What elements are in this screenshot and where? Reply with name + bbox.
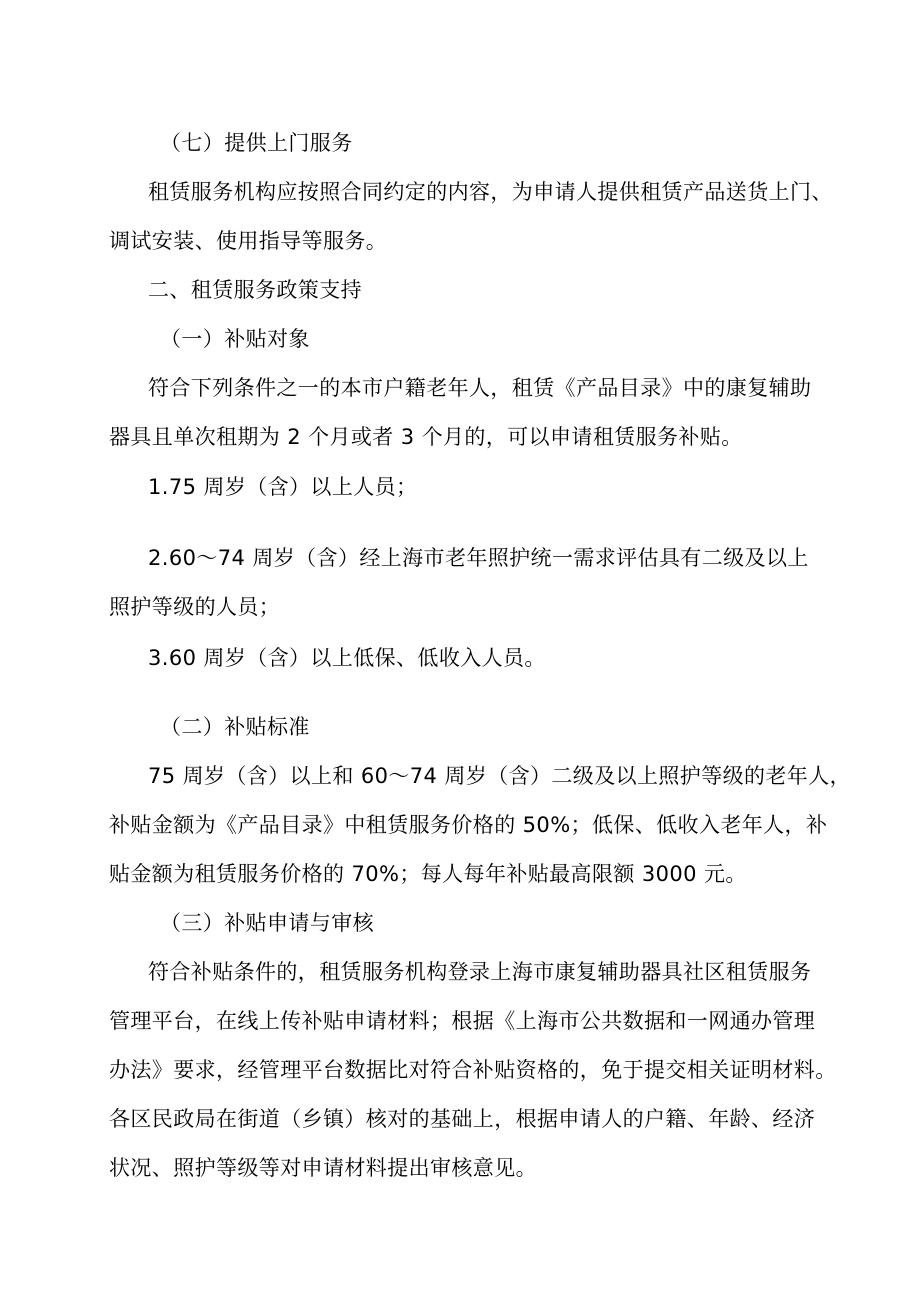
paragraph-line: 补贴金额为《产品目录》中租赁服务价格的 50%；低保、低收入老年人，补 — [109, 813, 828, 837]
section-heading-application-review: （三）补贴申请与审核 — [160, 911, 374, 935]
paragraph-line: 管理平台，在线上传补贴申请材料；根据《上海市公共数据和一网通办管理 — [109, 1009, 816, 1033]
paragraph-line: 各区民政局在街道（乡镇）核对的基础上，根据申请人的户籍、年龄、经济 — [109, 1107, 816, 1131]
list-item: 1.75 周岁（含）以上人员； — [148, 475, 418, 499]
paragraph-line: 状况、照护等级等对申请材料提出审核意见。 — [109, 1156, 537, 1180]
paragraph-line: 符合补贴条件的，租赁服务机构登录上海市康复辅助器具社区租赁服务 — [148, 960, 812, 984]
paragraph-line: 符合下列条件之一的本市户籍老年人，租赁《产品目录》中的康复辅助 — [148, 376, 812, 400]
paragraph-line: 办法》要求，经管理平台数据比对符合补贴资格的，免于提交相关证明材料。 — [109, 1058, 837, 1082]
section-heading-policy-support: 二、租赁服务政策支持 — [148, 278, 362, 302]
paragraph-line: 75 周岁（含）以上和 60～74 周岁（含）二级及以上照护等级的老年人， — [148, 764, 851, 788]
list-item: 2.60～74 周岁（含）经上海市老年照护统一需求评估具有二级及以上 — [148, 546, 809, 570]
paragraph-line: 器具且单次租期为 2 个月或者 3 个月的，可以申请租赁服务补贴。 — [109, 425, 743, 449]
section-heading-subsidy-target: （一）补贴对象 — [160, 327, 310, 351]
list-item: 照护等级的人员； — [109, 595, 281, 619]
paragraph-line: 租赁服务机构应按照合同约定的内容，为申请人提供租赁产品送货上门、 — [148, 180, 833, 204]
section-heading-provide-door-service: （七）提供上门服务 — [160, 131, 353, 155]
list-item: 3.60 周岁（含）以上低保、低收入人员。 — [148, 646, 546, 670]
section-heading-subsidy-standard: （二）补贴标准 — [160, 715, 310, 739]
paragraph-line: 贴金额为租赁服务价格的 70%；每人每年补贴最高限额 3000 元。 — [109, 862, 747, 886]
paragraph-line: 调试安装、使用指导等服务。 — [109, 229, 388, 253]
